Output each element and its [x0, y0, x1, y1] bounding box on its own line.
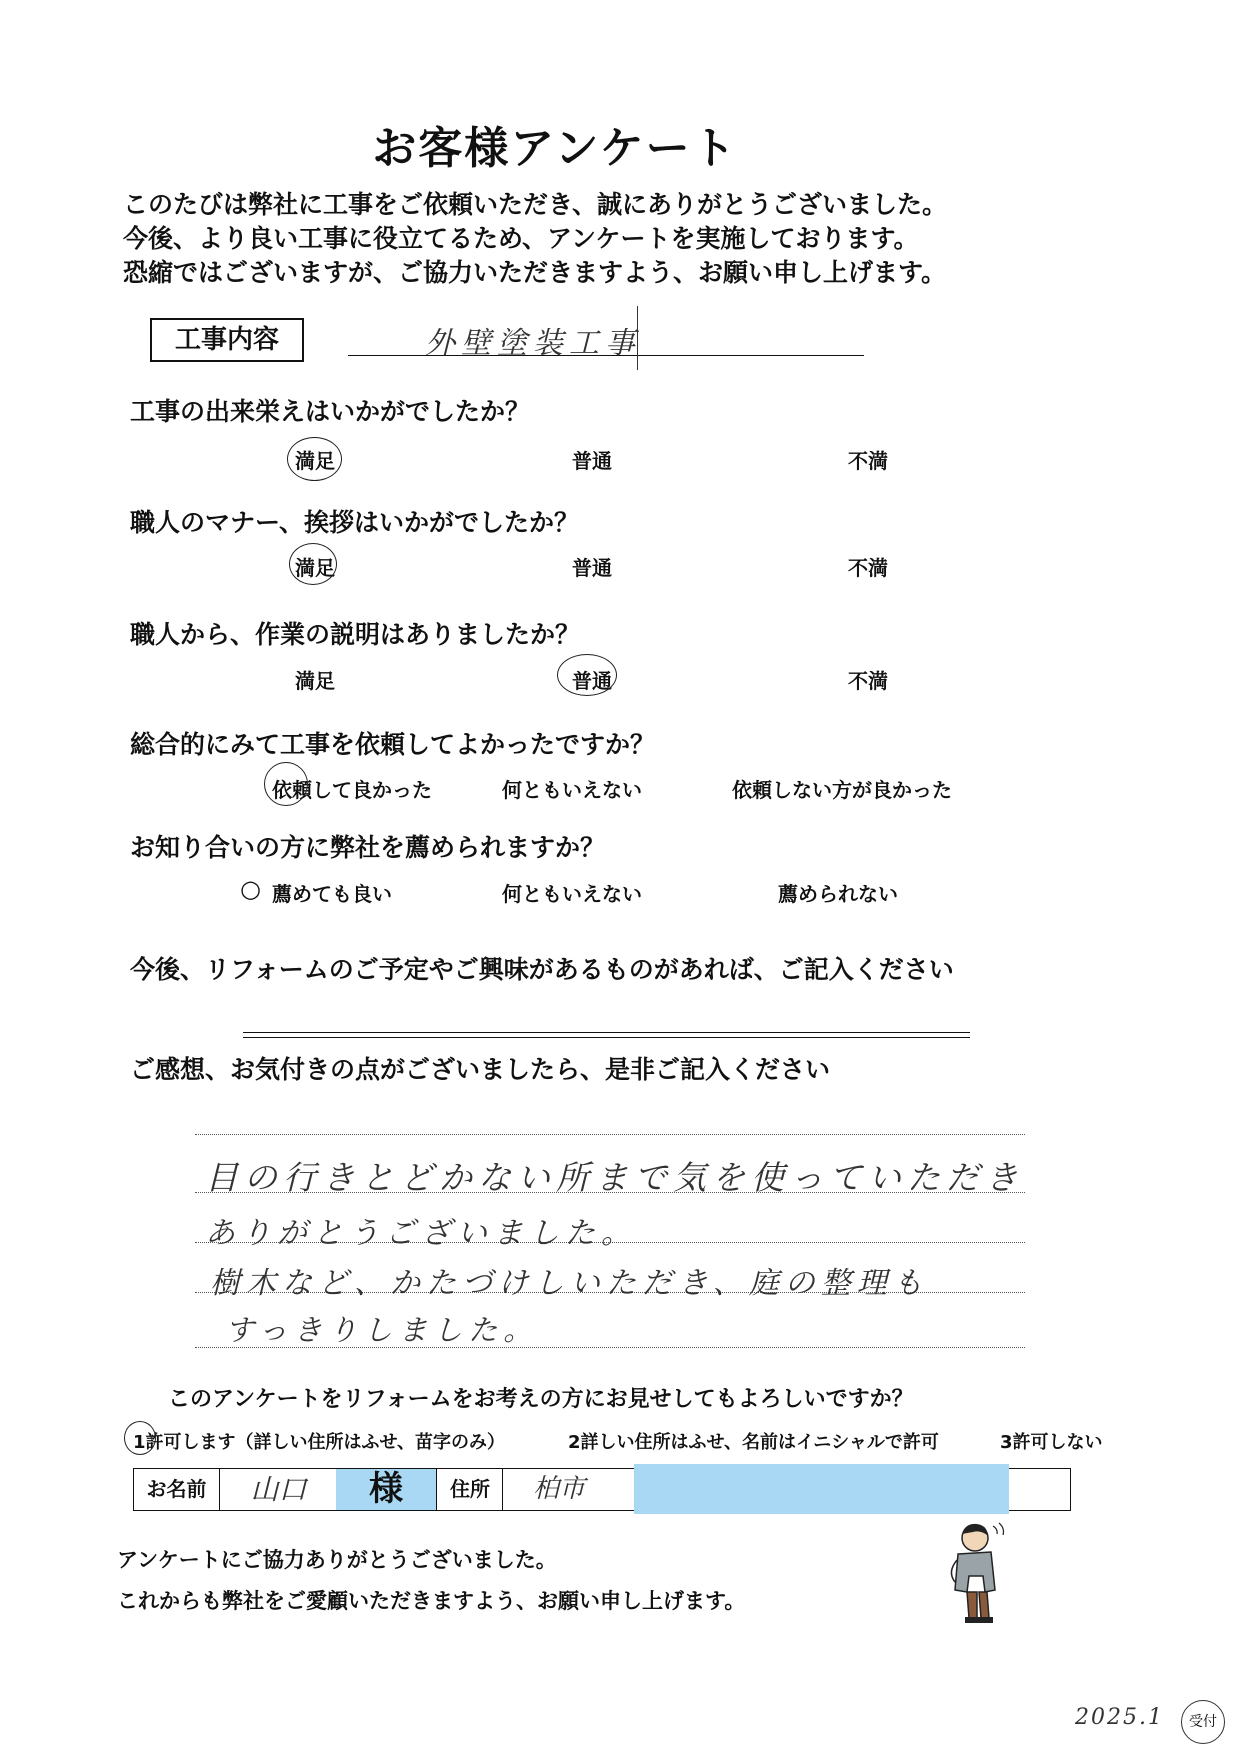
q4-option-neutral[interactable]: 何ともいえない [502, 778, 642, 802]
footer-line-1: アンケートにご協力ありがとうございました。 [117, 1548, 557, 1572]
q3-option-normal[interactable]: 普通 [572, 669, 612, 693]
permission-question: このアンケートをリフォームをお考えの方にお見せしてもよろしいですか？ [168, 1387, 914, 1412]
comment-line-4[interactable]: すっきりしました。 [225, 1313, 539, 1347]
comments-prompt: ご感想、お気付きの点がございましたら、是非ご記入ください [130, 1055, 831, 1084]
intro-line-1: このたびは弊社に工事をご依頼いただき、誠にありがとうございました。 [123, 190, 948, 219]
footer-line-2: これからも弊社をご愛顧いただきますよう、お願い申し上げます。 [117, 1589, 746, 1613]
comment-line-3[interactable]: 樹木など、かたづけしいただき、庭の整理も [210, 1266, 929, 1301]
q1-option-dissatisfied[interactable]: 不満 [848, 449, 888, 473]
q3-option-satisfied[interactable]: 満足 [295, 669, 335, 693]
intro-line-2: 今後、より良い工事に役立てるため、アンケートを実施しております。 [123, 224, 919, 253]
name-address-table [133, 1468, 1071, 1511]
comment-line-2[interactable]: ありがとうございました。 [205, 1216, 637, 1251]
q5-option-neutral[interactable]: 何ともいえない [502, 882, 642, 906]
question-4: 総合的にみて工事を依頼してよかったですか？ [130, 730, 656, 759]
q2-selection-circle [289, 543, 337, 585]
question-1: 工事の出来栄えはいかがでしたか？ [130, 397, 531, 426]
q5-option-recommend[interactable]: 薦めても良い [272, 882, 392, 906]
work-label: 工事内容 [150, 318, 304, 362]
q2-option-dissatisfied[interactable]: 不満 [848, 556, 888, 580]
page-title: お客様アンケート [372, 123, 738, 174]
intro-line-3: 恐縮ではございますが、ご協力いただきますよう、お願い申し上げます。 [123, 258, 947, 287]
sama-suffix: 様 [336, 1469, 437, 1510]
q4-selection-circle [264, 762, 308, 806]
reform-prompt: 今後、リフォームのご予定やご興味があるものがあれば、ご記入ください [130, 955, 954, 984]
address-field[interactable]: 柏市 [532, 1474, 585, 1504]
address-label: 住所 [438, 1469, 503, 1510]
comment-ruled-line [195, 1134, 1025, 1135]
work-value-stroke [637, 306, 638, 370]
q5-option-not-recommend[interactable]: 薦められない [778, 882, 898, 906]
permission-selection-circle [124, 1421, 156, 1455]
question-5: お知り合いの方に弊社を薦められますか？ [130, 833, 606, 862]
name-label: お名前 [134, 1469, 220, 1510]
reform-answer-line-top[interactable] [243, 1032, 970, 1033]
q1-option-normal[interactable]: 普通 [572, 449, 612, 473]
q1-selection-circle [287, 437, 342, 481]
received-date: 2025.1 [1075, 1705, 1164, 1730]
q3-option-dissatisfied[interactable]: 不満 [848, 669, 888, 693]
name-field[interactable]: 山口 [250, 1473, 307, 1506]
question-3: 職人から、作業の説明はありましたか？ [130, 620, 581, 649]
comment-line-1[interactable]: 目の行きとどかない所まで気を使っていただき [205, 1158, 1024, 1197]
permission-option-1[interactable]: 1許可します（詳しい住所はふせ、苗字のみ） [133, 1432, 505, 1453]
q4-option-good[interactable]: 依頼して良かった [272, 778, 432, 802]
bowing-staff-illustration [925, 1520, 1025, 1628]
reform-answer-line-bottom [243, 1037, 970, 1038]
work-value[interactable]: 外壁塗装工事 [425, 326, 641, 361]
permission-option-2[interactable]: 2詳しい住所はふせ、名前はイニシャルで許可 [568, 1432, 939, 1453]
q5-selection-mark: ○ [240, 875, 261, 903]
q4-option-bad[interactable]: 依頼しない方が良かった [732, 778, 952, 802]
q1-option-satisfied[interactable]: 満足 [295, 449, 335, 473]
received-stamp: 受付 [1181, 1700, 1225, 1744]
address-redaction [634, 1464, 1009, 1514]
question-2: 職人のマナー、挨拶はいかがでしたか？ [130, 508, 580, 537]
q2-option-normal[interactable]: 普通 [572, 556, 612, 580]
q2-option-satisfied[interactable]: 満足 [295, 556, 335, 580]
permission-option-3[interactable]: 3許可しない [1000, 1432, 1103, 1453]
q3-selection-circle [557, 654, 617, 696]
